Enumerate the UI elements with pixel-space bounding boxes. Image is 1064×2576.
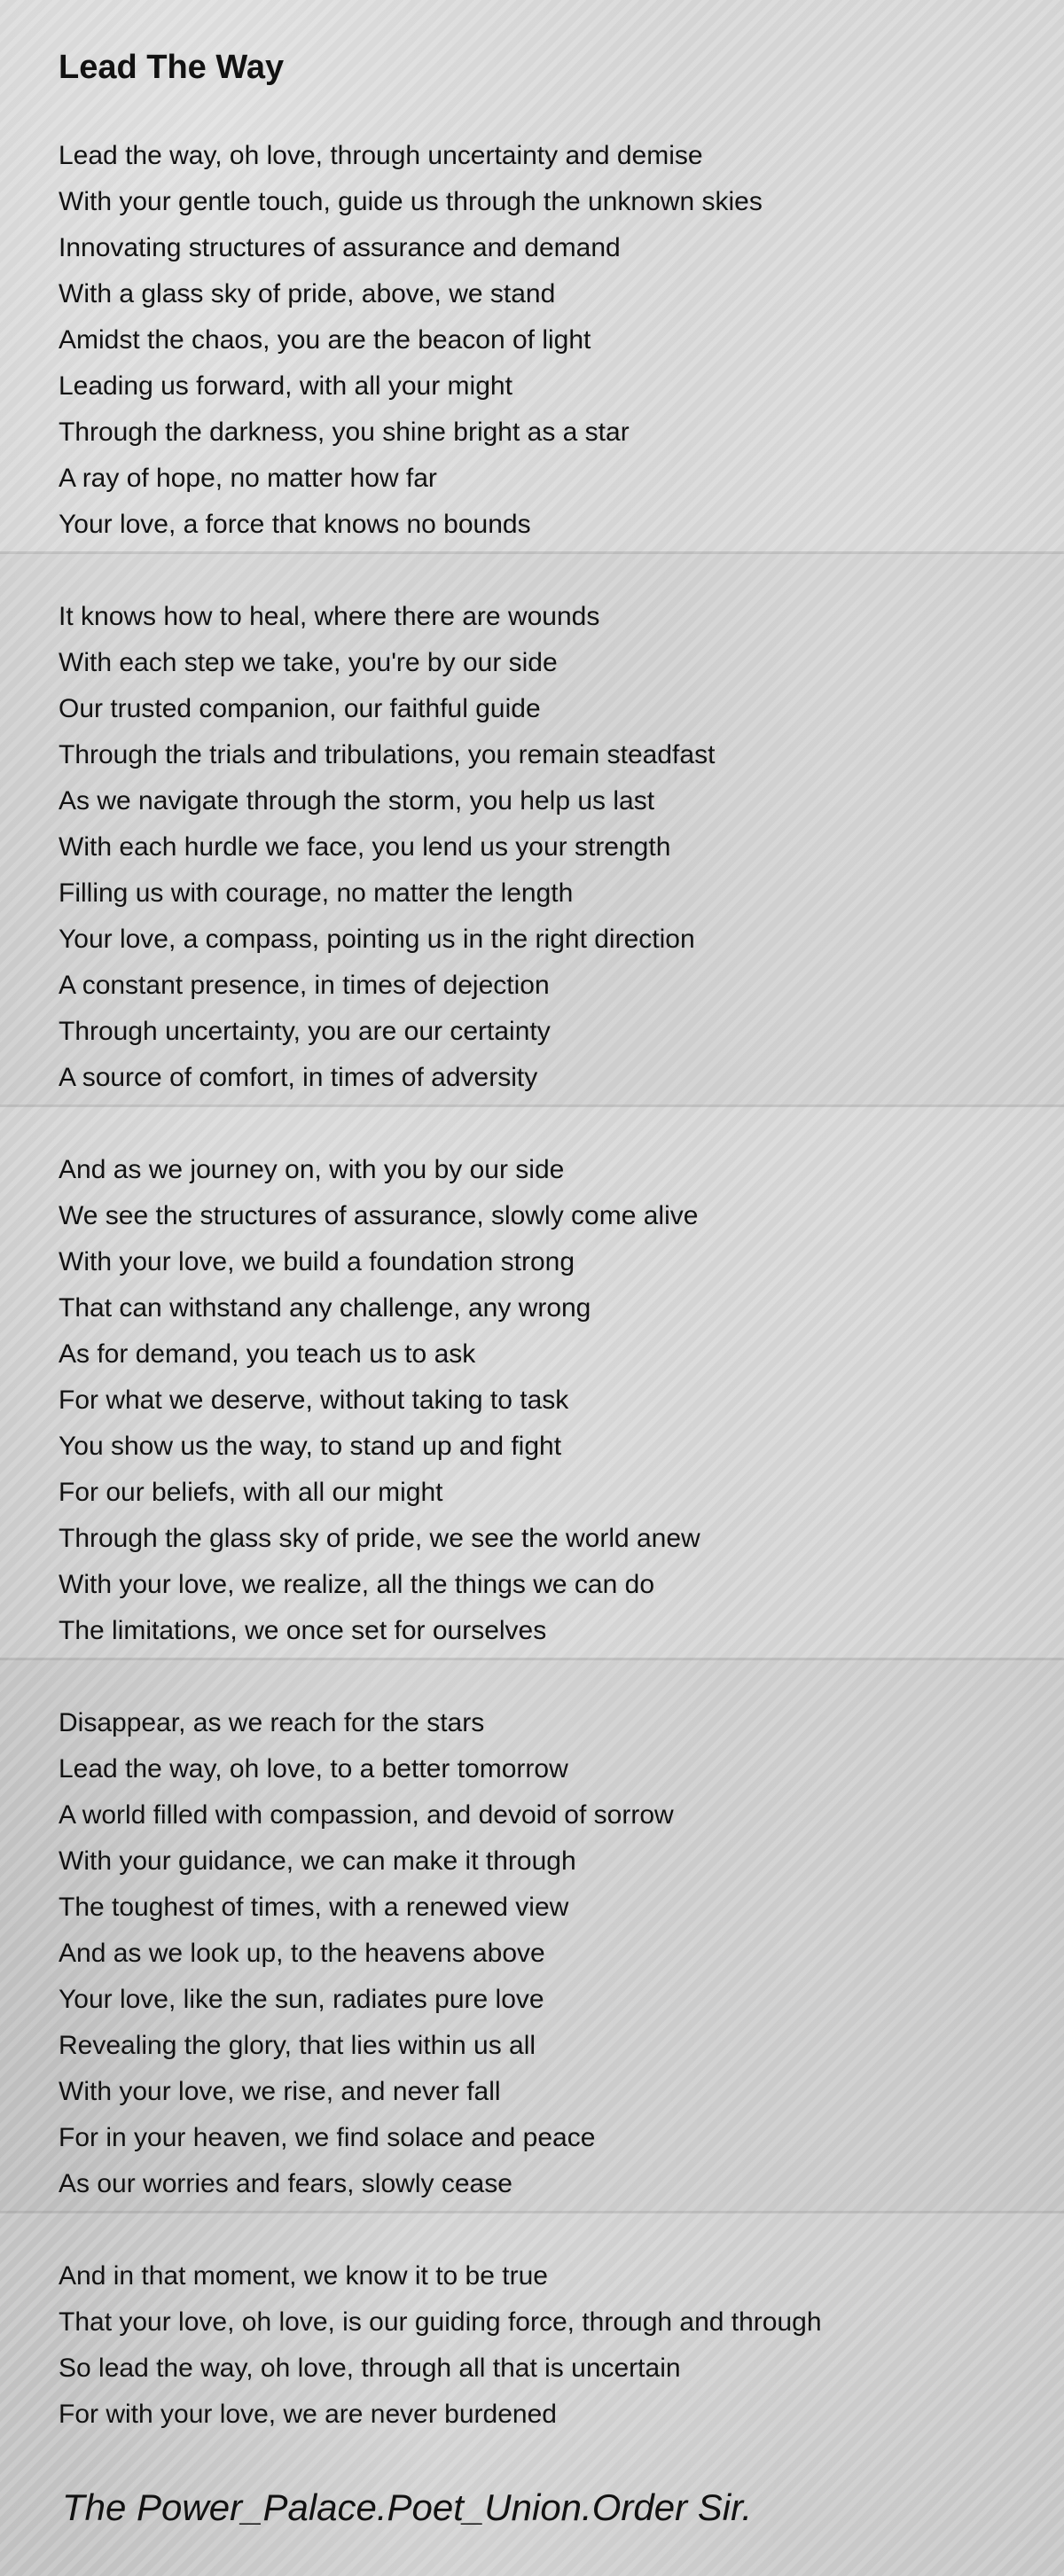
poem-line: Amidst the chaos, you are the beacon of light (59, 325, 591, 355)
poem-author: The Power_Palace.Poet_Union.Order Sir. (62, 2486, 753, 2528)
stanza-5 (59, 2253, 822, 2438)
stanza-2 (59, 594, 715, 1101)
poem-line: A ray of hope, no matter how far (59, 464, 437, 493)
poem-line: Through the darkness, you shine bright as a star (59, 418, 630, 447)
band-divider (0, 1105, 1064, 1107)
poem-line: For with your love, we are never burdened (59, 2400, 557, 2429)
poem-line: With your love, we rise, and never fall (59, 2077, 501, 2106)
poem-line: With your guidance, we can make it through (59, 1846, 576, 1876)
poem-line: As for demand, you teach us to ask (59, 1339, 476, 1369)
stanza-4 (59, 1700, 674, 2207)
poem-line: It knows how to heal, where there are wounds (59, 602, 600, 631)
band-divider (0, 551, 1064, 554)
poem-line: And in that moment, we know it to be true (59, 2261, 548, 2291)
poem-line: So lead the way, oh love, through all that is uncertain (59, 2354, 681, 2383)
poem-line: With your love, we realize, all the things we can do (59, 1570, 654, 1599)
poem-line: Innovating structures of assurance and demand (59, 233, 621, 262)
poem-line: Through the glass sky of pride, we see the world anew (59, 1524, 700, 1553)
poem-line: Lead the way, oh love, through uncertainty and demise (59, 141, 703, 170)
poem-line: Revealing the glory, that lies within us all (59, 2031, 536, 2060)
poem-line: And as we look up, to the heavens above (59, 1939, 545, 1968)
poem-line: Leading us forward, with all your might (59, 371, 512, 401)
stanza-1 (59, 133, 763, 548)
poem-line: As we navigate through the storm, you help us last (59, 786, 655, 816)
poem-line: For in your heaven, we find solace and peace (59, 2123, 596, 2152)
poem-line: We see the structures of assurance, slowly come alive (59, 1201, 699, 1230)
poem-line: With each step we take, you're by our side (59, 648, 558, 677)
poem-line: For our beliefs, with all our might (59, 1478, 443, 1507)
poem-line: A constant presence, in times of dejection (59, 971, 550, 1000)
poem-line: Through uncertainty, you are our certainty (59, 1017, 551, 1046)
poem-line: With each hurdle we face, you lend us your strength (59, 832, 671, 862)
poem-line: Your love, a force that knows no bounds (59, 510, 531, 539)
poem-line: Your love, a compass, pointing us in the right direction (59, 925, 695, 954)
poem-line: As our worries and fears, slowly cease (59, 2169, 512, 2198)
poem-line: The limitations, we once set for ourselves (59, 1616, 547, 1645)
stanza-3 (59, 1147, 700, 1654)
poem-line: With a glass sky of pride, above, we stand (59, 279, 556, 308)
poem-line: And as we journey on, with you by our side (59, 1155, 565, 1184)
poem-line: Lead the way, oh love, to a better tomorrow (59, 1754, 568, 1784)
poem-line: Our trusted companion, our faithful guide (59, 694, 541, 723)
poem-line: A world filled with compassion, and devoid of sorrow (59, 1800, 674, 1830)
poem-line: You show us the way, to stand up and fight (59, 1432, 562, 1461)
poem-line: The toughest of times, with a renewed view (59, 1893, 569, 1922)
poem-line: That your love, oh love, is our guiding force, through and through (59, 2307, 822, 2337)
band-divider (0, 1658, 1064, 1660)
poem-title: Lead The Way (59, 49, 285, 86)
poem-line: Filling us with courage, no matter the length (59, 878, 574, 908)
poem-line: With your love, we build a foundation strong (59, 1247, 575, 1276)
poem-line: Through the trials and tribulations, you remain steadfast (59, 740, 716, 769)
poem-line: With your gentle touch, guide us through the unknown skies (59, 187, 763, 216)
poem-line: Disappear, as we reach for the stars (59, 1708, 485, 1737)
poem-line: Your love, like the sun, radiates pure love (59, 1985, 544, 2014)
poem-line: That can withstand any challenge, any wrong (59, 1293, 591, 1323)
band-divider (0, 2211, 1064, 2213)
poem-line: A source of comfort, in times of adversity (59, 1063, 538, 1092)
poem-line: For what we deserve, without taking to task (59, 1386, 569, 1415)
